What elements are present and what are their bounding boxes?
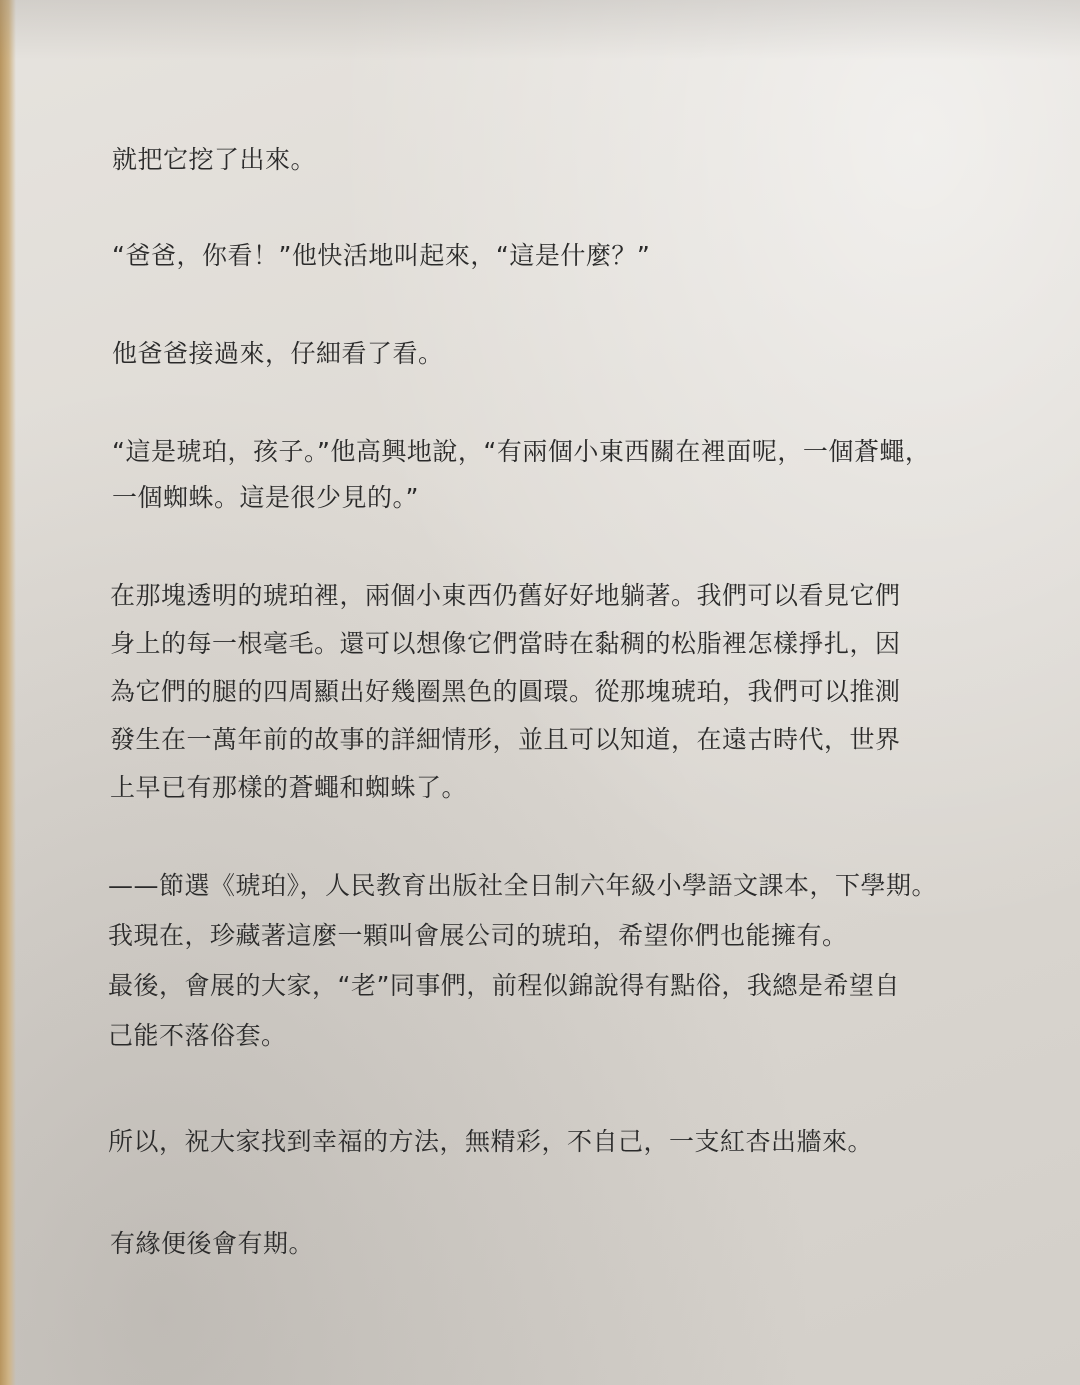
paragraph-5-line-5: 上早已有那樣的蒼蠅和蜘蛛了。 xyxy=(110,773,468,802)
paragraph-6-line-4: 己能不落俗套。 xyxy=(108,1021,287,1050)
paragraph-5-line-3: 為它們的腿的四周顯出好幾圈黑色的圓環。從那塊琥珀，我們可以推測 xyxy=(110,677,901,706)
paragraph-6-line-2: 我現在，珍藏著這麼一顆叫會展公司的琥珀，希望你們也能擁有。 xyxy=(108,921,848,950)
paragraph-5-line-4: 發生在一萬年前的故事的詳細情形，並且可以知道，在遠古時代，世界 xyxy=(110,725,901,754)
page-binding-edge xyxy=(0,0,16,1385)
citation-line: ——節選《琥珀》，人民教育出版社全日制六年級小學語文課本，下學期。 xyxy=(108,871,938,900)
paragraph-5-line-1: 在那塊透明的琥珀裡，兩個小東西仍舊好好地躺著。我們可以看見它們 xyxy=(110,581,901,610)
paragraph-6-line-3: 最後，會展的大家，“老”同事們，前程似錦說得有點俗，我總是希望自 xyxy=(108,971,900,1000)
paragraph-1: 就把它挖了出來。 xyxy=(112,145,317,174)
page-shadow xyxy=(0,0,1080,60)
paragraph-3: 他爸爸接過來，仔細看了看。 xyxy=(112,339,444,368)
paragraph-2: “爸爸，你看！”他快活地叫起來，“這是什麼？” xyxy=(112,241,651,270)
paragraph-5-line-2: 身上的每一根毫毛。還可以想像它們當時在黏稠的松脂裡怎樣掙扎，因 xyxy=(110,629,901,658)
paragraph-4-line-2: 一個蜘蛛。這是很少見的。” xyxy=(112,483,419,512)
paragraph-4-line-1: “這是琥珀，孩子。”他高興地說，“有兩個小東西關在裡面呢，一個蒼蠅， xyxy=(112,437,931,466)
paragraph-7: 所以，祝大家找到幸福的方法，無精彩，不自己，一支紅杏出牆來。 xyxy=(108,1127,874,1156)
paragraph-8: 有緣便後會有期。 xyxy=(110,1229,315,1258)
